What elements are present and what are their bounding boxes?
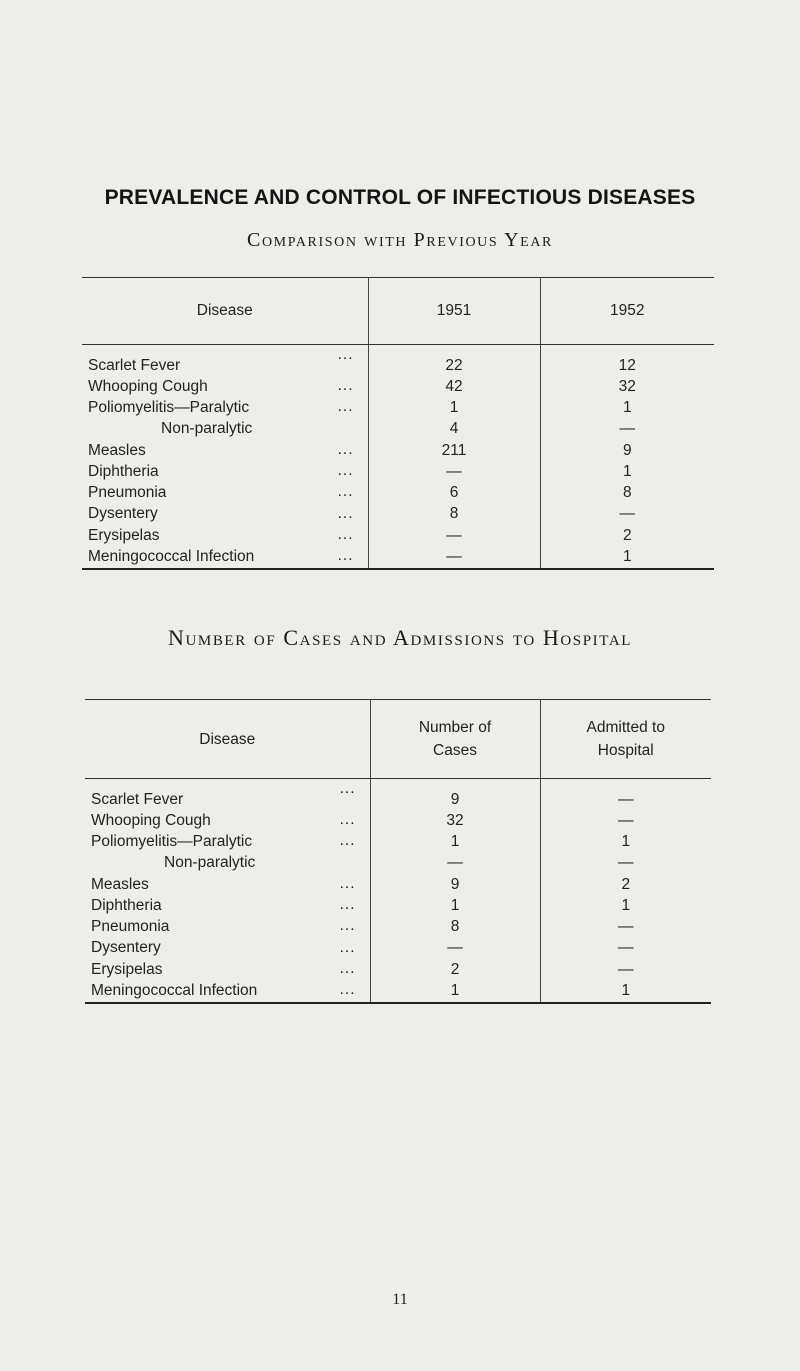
leader-dots: ...: [339, 811, 356, 828]
admitted-value: —: [540, 959, 711, 980]
leader-dots: ...: [337, 440, 354, 458]
admitted-value: 1: [540, 831, 711, 852]
admissions-table: [85, 699, 711, 1004]
cases-value: 9: [370, 874, 540, 895]
admitted-value: —: [540, 938, 711, 959]
value-1952: 12: [540, 345, 714, 377]
value-1952: 32: [540, 376, 714, 397]
table-row: [85, 895, 711, 916]
table-row: [85, 853, 711, 874]
comparison-section-title: Comparison with Previous Year: [247, 229, 553, 251]
admitted-value: —: [540, 810, 711, 831]
disease-name: Whooping Cough ...: [88, 377, 354, 395]
value-1952: 2: [540, 525, 714, 546]
disease-name: Meningococcal Infection ...: [91, 981, 356, 1000]
cases-value: —: [370, 938, 540, 959]
value-1952: 1: [540, 461, 714, 482]
leader-dots: ...: [337, 526, 354, 544]
value-1951: 6: [368, 482, 540, 503]
disease-name: Measles ...: [88, 440, 354, 459]
header-line: Admitted to: [586, 719, 665, 736]
value-1952: —: [540, 504, 714, 525]
table-row: [85, 916, 711, 937]
cases-value: 1: [370, 831, 540, 852]
disease-name: Erysipelas ...: [91, 960, 356, 978]
disease-name: Scarlet Fever ...: [91, 780, 356, 808]
leader-dots: ...: [339, 938, 356, 956]
cases-value: 1: [370, 895, 540, 916]
admissions-section-title: Number of Cases and Admissions to Hospital: [167, 625, 633, 650]
admissions-header-row: [85, 700, 711, 779]
leader-dots: ...: [337, 504, 354, 522]
value-1951: 4: [368, 419, 540, 440]
cases-value: 8: [370, 916, 540, 937]
value-1952: 1: [540, 546, 714, 568]
value-1951: —: [368, 546, 540, 568]
table-row: [82, 482, 714, 503]
disease-name: Whooping Cough ...: [91, 811, 356, 829]
comparison-header-1952: 1952: [540, 278, 714, 345]
table-row: [82, 525, 714, 546]
table-row: [82, 504, 714, 525]
leader-dots: ...: [339, 780, 356, 797]
value-1951: —: [368, 525, 540, 546]
leader-dots: ...: [339, 981, 356, 999]
comparison-table: [82, 277, 714, 570]
cases-value: —: [370, 853, 540, 874]
cases-value: 32: [370, 810, 540, 831]
page-number: 11: [392, 1291, 408, 1308]
table-row: [82, 546, 714, 568]
disease-name: Non-paralytic: [161, 420, 253, 438]
disease-name: Meningococcal Infection ...: [88, 547, 354, 566]
disease-name: Pneumonia ...: [91, 917, 356, 936]
table-row: [85, 938, 711, 959]
leader-dots: ...: [337, 483, 354, 501]
cases-value: 9: [370, 779, 540, 811]
disease-name: Diphtheria ...: [88, 462, 354, 480]
comparison-header-row: [82, 278, 714, 345]
disease-name: Diphtheria ...: [91, 896, 356, 914]
table-row: [85, 810, 711, 831]
disease-name: Dysentery ...: [88, 504, 354, 523]
table-row: [85, 874, 711, 895]
admitted-value: 2: [540, 874, 711, 895]
page-title: PREVALENCE AND CONTROL OF INFECTIOUS DISEASES: [104, 186, 696, 209]
table-row: [82, 345, 714, 377]
table-row: [82, 461, 714, 482]
value-1952: —: [540, 419, 714, 440]
leader-dots: ...: [339, 832, 356, 850]
leader-dots: ...: [337, 346, 354, 363]
value-1951: —: [368, 461, 540, 482]
leader-dots: ...: [339, 917, 356, 935]
value-1951: 211: [368, 440, 540, 461]
disease-name: Non-paralytic: [164, 854, 256, 872]
disease-name: Pneumonia ...: [88, 483, 354, 502]
value-1951: 8: [368, 504, 540, 525]
leader-dots: ...: [339, 960, 356, 978]
leader-dots: ...: [337, 377, 354, 394]
table-row: [82, 440, 714, 461]
admitted-value: 1: [540, 980, 711, 1002]
value-1952: 8: [540, 482, 714, 503]
table-row: [85, 980, 711, 1002]
disease-name: Measles ...: [91, 874, 356, 893]
table-row: [85, 831, 711, 852]
disease-name: Poliomyelitis—Paralytic ...: [91, 832, 356, 850]
table-row: [82, 419, 714, 440]
table-row: [85, 779, 711, 811]
disease-name: Dysentery ...: [91, 938, 356, 957]
table-row: [82, 376, 714, 397]
leader-dots: ...: [339, 874, 356, 892]
admitted-value: —: [540, 916, 711, 937]
admissions-header-admitted: [540, 700, 711, 779]
leader-dots: ...: [339, 896, 356, 914]
cases-value: 2: [370, 959, 540, 980]
comparison-header-1951: 1951: [368, 278, 540, 345]
admissions-header-cases: [370, 700, 540, 779]
value-1952: 1: [540, 397, 714, 418]
table-row: [85, 959, 711, 980]
header-line: Cases: [433, 742, 477, 759]
admitted-value: —: [540, 853, 711, 874]
leader-dots: ...: [337, 462, 354, 480]
value-1951: 1: [368, 397, 540, 418]
admitted-value: 1: [540, 895, 711, 916]
disease-name: Erysipelas ...: [88, 526, 354, 544]
header-line: Number of: [418, 719, 492, 736]
cases-value: 1: [370, 980, 540, 1002]
admitted-value: —: [540, 779, 711, 811]
comparison-header-disease: Disease: [82, 278, 368, 345]
header-line: Hospital: [597, 742, 654, 759]
leader-dots: ...: [337, 547, 354, 565]
disease-name: Scarlet Fever ...: [88, 346, 354, 374]
value-1952: 9: [540, 440, 714, 461]
admissions-header-disease: Disease: [85, 700, 370, 779]
leader-dots: ...: [337, 398, 354, 416]
value-1951: 22: [368, 345, 540, 377]
disease-name: Poliomyelitis—Paralytic ...: [88, 398, 354, 416]
value-1951: 42: [368, 376, 540, 397]
table-row: [82, 397, 714, 418]
